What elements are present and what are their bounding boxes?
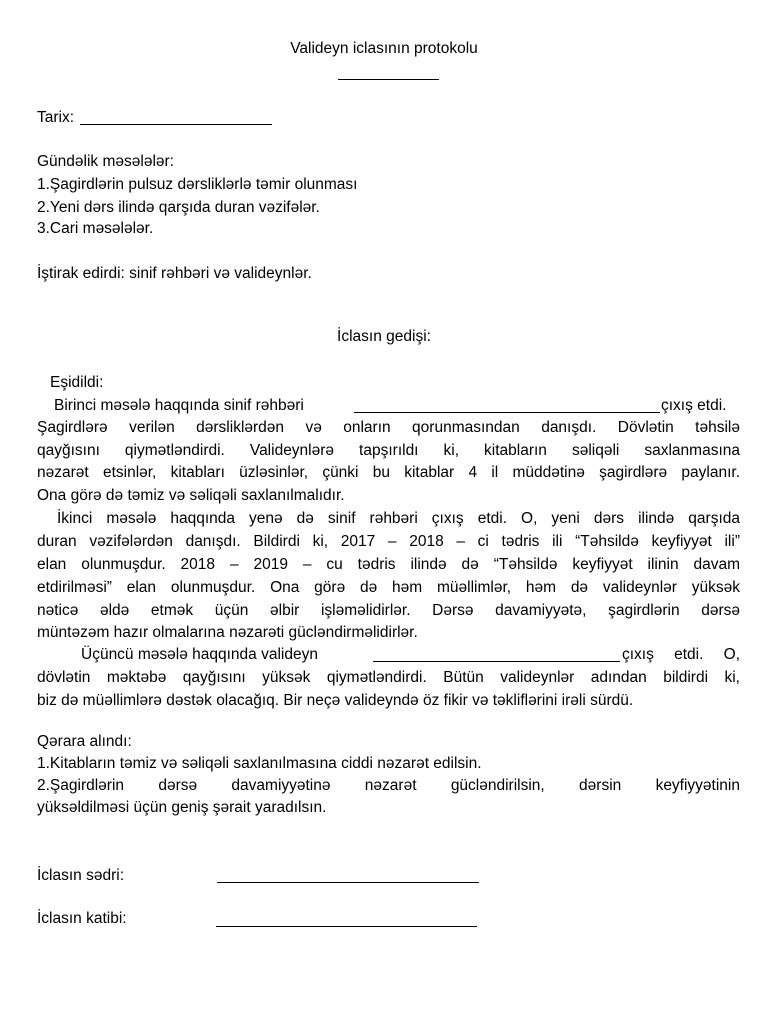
participants-text: İştirak edirdi: sinif rəhbəri və valideynlər. — [37, 265, 312, 282]
date-label: Tarix: — [37, 109, 75, 126]
agenda-item: 1.Şagirdlərin pulsuz dərsliklərlə təmir olunması — [37, 176, 358, 193]
secretary-label: İclasın katibi: — [37, 910, 127, 927]
para3-line1-end: çıxış etdi. O, — [622, 646, 740, 663]
agenda-item: 3.Cari məsələlər. — [37, 220, 154, 237]
decision-heading: Qərara alındı: — [37, 733, 132, 750]
page-title: Valideyn iclasının protokolu — [290, 40, 478, 57]
para1-last-line: Ona görə də təmiz və səliqəli saxlanılmalıdır. — [37, 487, 345, 504]
para1-line: qayğısını qiymətləndirdi. Valideynlərə tapşırıldı ki, kitabların səliqəli saxlanmasına — [37, 442, 740, 459]
decision-item: 2.Şagirdlərin dərsə davamiyyətinə nəzarət gücləndirilsin, dərsin keyfiyyətinin — [37, 777, 740, 794]
agenda-heading: Gündəlik məsələlər: — [37, 153, 174, 170]
para2-line: elan olunmuşdur. 2018 – 2019 – cu tədris ilində də “Təhsildə keyfiyyət ilinin davam — [37, 556, 740, 573]
proceedings-heading: İclasın gedişi: — [337, 328, 431, 345]
para2-line: İkinci məsələ haqqında yenə də sinif rəhbəri çıxış etdi. O, yeni dərs ilində qarşıda — [57, 510, 740, 527]
para1-line: nəzarət etsinlər, kitabları üzləsinlər, çünki bu kitablar 4 il müddətinə şagirdlərə paylanır. — [37, 464, 740, 481]
secretary-signature-line[interactable] — [216, 926, 477, 927]
agenda-item: 2.Yeni dərs ilində qarşıda duran vəzifələr. — [37, 199, 320, 216]
heard-label: Eşidildi: — [50, 374, 104, 391]
teacher-name-blank-line[interactable] — [354, 412, 660, 413]
para1-line1-start: Birinci məsələ haqqında sinif rəhbəri — [54, 397, 304, 414]
chair-label: İclasın sədri: — [37, 867, 125, 884]
decision-item: 1.Kitabların təmiz və səliqəli saxlanılmasına ciddi nəzarət edilsin. — [37, 755, 482, 772]
para2-line: nəticə əldə etmək üçün əlbir işləməlidirlər. Dərsə davamiyyətə, şagirdlərin dərsə — [37, 602, 740, 619]
chair-signature-line[interactable] — [217, 882, 479, 883]
para2-line: etdirilməsi” elan olunmuşdur. Ona görə də həm müəllimlər, həm də valideynlər yüksək — [37, 579, 740, 596]
para3-line1-start: Üçüncü məsələ haqqında valideyn — [81, 646, 318, 663]
para2-last-line: müntəzəm hazır olmalarına nəzarəti gücləndirməlidirlər. — [37, 624, 418, 641]
date-blank-line[interactable] — [80, 124, 272, 125]
decision-item-continuation: yüksəldilməsi üçün geniş şərait yaradılsın. — [37, 799, 327, 816]
parent-name-blank-line[interactable] — [373, 661, 620, 662]
para2-line: duran vəzifələrdən danışdı. Bildirdi ki, 2017 – 2018 – ci tədris ili “Təhsildə keyfiyyət ili” — [37, 533, 740, 550]
para3-line: dövlətin məktəbə qayğısını yüksək qiymətləndirdi. Bütün valideynlər adından bildirdi ki, — [37, 669, 740, 686]
para3-last-line: biz də müəllimlərə dəstək olacağıq. Bir neçə valideyndə öz fikir və təkliflərini irəli sürdü. — [37, 692, 634, 709]
protocol-number-line[interactable] — [338, 79, 439, 80]
para1-line1-end: çıxış etdi. — [661, 397, 727, 414]
para1-line: Şagirdlərə verilən dərsliklərdən və onların qorunmasından danışdı. Dövlətin təhsilə — [37, 419, 740, 436]
